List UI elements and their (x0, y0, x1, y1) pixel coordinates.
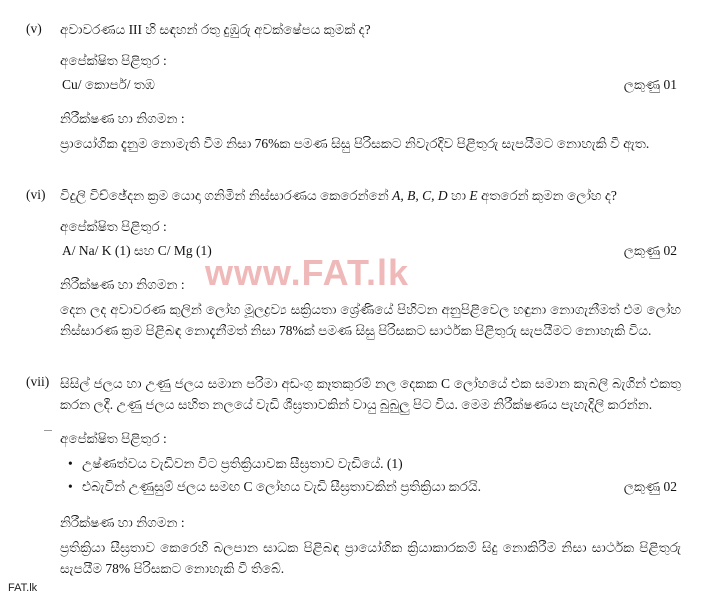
prompt-symbols-2: E (469, 188, 478, 203)
question-number-v: (v) (26, 21, 42, 36)
question-number-vi: (vi) (26, 187, 46, 202)
expected-answer-v: Cu/ කොපර්/ තඹ (62, 77, 155, 92)
bullet-text: • එබැවින් උණුසුම් ජලය සමඟ C ලෝහය වැඩි සීඝ්‍රතාවකින් ප්‍රතික්‍රියා කරයි. (82, 479, 481, 494)
prompt-part-2: හා (447, 188, 470, 203)
list-item (82, 476, 681, 497)
observation-label-vi: නිරීක්ෂණ හා නිගමන : (60, 277, 185, 292)
footer-site-label: FAT.lk (8, 582, 38, 594)
prompt-part-3: අතරෙන් කුමන ලෝහ ද? (477, 188, 617, 203)
question-block-vi (26, 186, 681, 341)
marks-v: ලකුණු 01 (623, 77, 677, 92)
question-prompt-v: අවාවරණය III හි සඳහන් රතු දුඹුරු අවක්ෂේපය කුමක් ද? (60, 22, 371, 37)
document-content (26, 20, 681, 579)
question-block-v (26, 20, 681, 154)
marks-vii: ලකුණු 02 (623, 479, 677, 494)
question-prompt-vi (60, 186, 681, 206)
expected-answer-label-v: අපේක්ෂිත පිළිතුර : (60, 53, 167, 68)
question-block-vii (26, 373, 681, 579)
expected-answer-vi: A/ Na/ K (1) සහ C/ Mg (1) (62, 243, 212, 258)
prompt-symbols-1: A, B, C, D (392, 188, 448, 203)
question-number-vii: (vii) (26, 374, 50, 389)
marks-vi: ලකුණු 02 (623, 243, 677, 258)
observation-label-v: නිරීක්ෂණ හා නිගමන : (60, 111, 185, 126)
observation-text-vii: ප්‍රතික්‍රියා සීඝ්‍රතාව කෙරෙහි බලපාන සාධක පිළිබඳ ප්‍රායෝගික ක්‍රියාකාරකම් සිදු නොකිරීම නිසා සාර්ථක පිළිතුරු සැපයීම 78% පිරිසකට නොහැකි වී තිබේ. (60, 540, 681, 576)
question-prompt-vii: සිසිල් ජලය හා උණු ජලය සමාන පරිමා අඩංගු කෑතකුරම් නල දෙකක C ලෝහයේ එක සමාන කැබලි බැගින් එකතු කරන ලදී. උණු ජලය සහිත නලයේ වැඩි ශීඝ්‍රතාවකින් වායු බුබුලු පිට විය. මෙම නිරීක්ෂණය පැහැදිලි කරන්න. (60, 376, 681, 412)
observation-label-vii: නිරීක්ෂණ හා නිගමන : (60, 515, 185, 530)
prompt-part-1: විදුලි විච්ඡේදන ක්‍රම යොදා ගනිමින් නිස්සාරණය කෙරෙන්නේ (60, 188, 393, 203)
observation-text-vi: දෙන ලද අවාවරණ කුලින් ලෝහ මූලද්‍රව්‍ය සක්‍රියතා ශ්‍රේණියේ පිහිටන අනුපිළිවෙල හඳුනා නොගැනීමත් එම ලෝහ නිස්සාරණ ක්‍රම පිළිබඳ නොදැනීමත් නිසා 78%ක් පමණ සිසු පිරිසකට සාර්ථක පිළිතුරු සැපයීමට නොහැකි විය. (60, 302, 681, 338)
expected-answer-list-vii (60, 453, 681, 497)
watermark: www.FAT.lk (205, 252, 410, 293)
answer-row-v (60, 75, 681, 95)
expected-answer-label-vi: අපේක්ෂිත පිළිතුර : (60, 219, 167, 234)
expected-answer-label-vii: අපේක්ෂිත පිළිතුර : (60, 431, 167, 446)
list-item: • උෂ්ණත්වය වැඩිවන විට ප්‍රතික්‍රියාවක සීඝ්‍රතාව වැඩියේ. (1) (82, 453, 681, 474)
observation-text-v: ප්‍රායෝගික දැනුම නොමැති වීම නිසා 76%ක පමණ සිසු පිරිසකට නිවැරදිව පිළිතුරු සැපයීමට නොහැකි වී ඇත. (60, 136, 650, 151)
answer-row-vi (60, 241, 681, 261)
